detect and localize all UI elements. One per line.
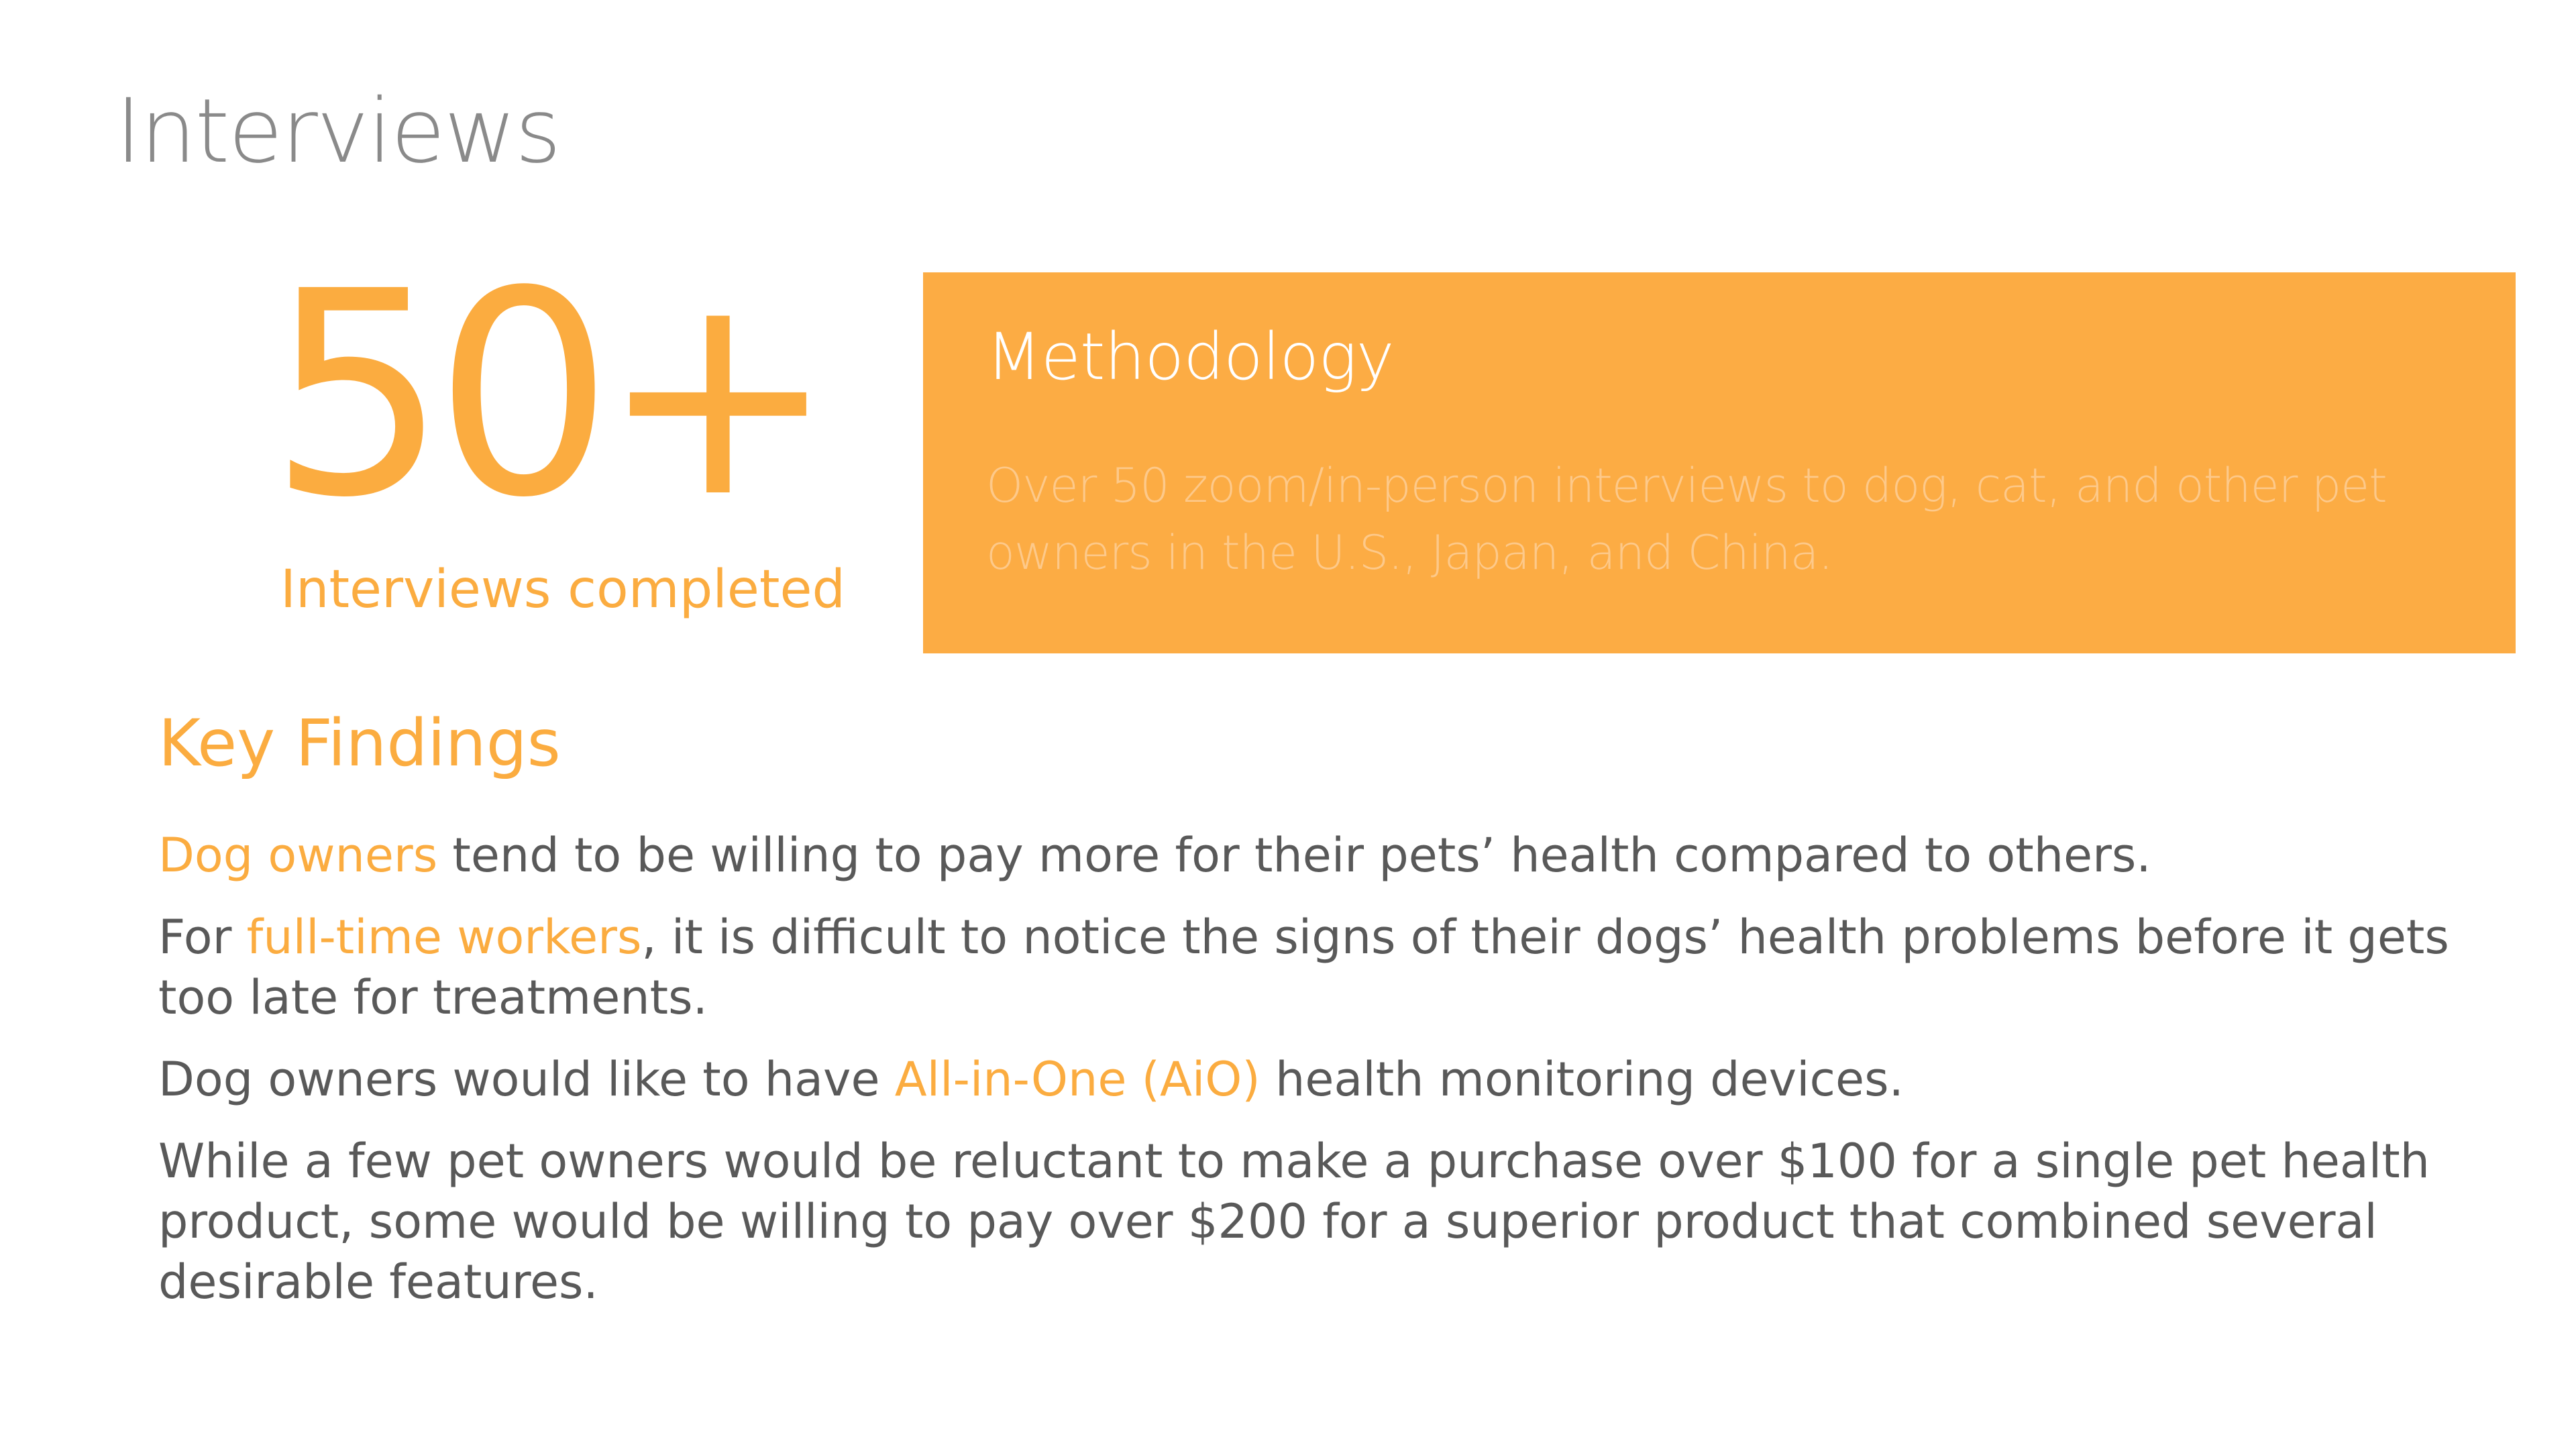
key-findings-heading: Key Findings bbox=[158, 706, 561, 781]
key-findings-list bbox=[158, 825, 2520, 1334]
finding-text: For bbox=[158, 910, 247, 965]
finding-text: health monitoring devices. bbox=[1260, 1052, 1904, 1107]
finding-highlight: Dog owners bbox=[158, 828, 438, 883]
finding-item bbox=[158, 907, 2520, 1028]
methodology-title: Methodology bbox=[986, 319, 1394, 394]
finding-item bbox=[158, 1131, 2520, 1312]
finding-text: , it is difficult to notice the signs of their dogs’ health problems before it gets too late for treatments. bbox=[158, 910, 2449, 1025]
stat-caption: Interviews completed bbox=[280, 559, 845, 620]
finding-highlight: full-time workers bbox=[246, 910, 642, 965]
slide-title: Interviews bbox=[115, 80, 560, 183]
finding-text: While a few pet owners would be reluctant to make a purchase over $100 for a single pet health product, some would be willing to pay over $200 for a superior product that combined several desirable features. bbox=[158, 1134, 2430, 1309]
methodology-body: Over 50 zoom/in-person interviews to dog, cat, and other pet owners in the U.S., Japan, and China. bbox=[986, 458, 2387, 580]
finding-item bbox=[158, 825, 2520, 885]
finding-item bbox=[158, 1049, 2520, 1110]
finding-text: tend to be willing to pay more for their pets’ health compared to others. bbox=[437, 828, 2151, 883]
finding-highlight: All-in-One (AiO) bbox=[894, 1052, 1260, 1107]
methodology-box bbox=[923, 272, 2516, 653]
stat-number: 50+ bbox=[268, 231, 823, 559]
finding-text: Dog owners would like to have bbox=[158, 1052, 895, 1107]
